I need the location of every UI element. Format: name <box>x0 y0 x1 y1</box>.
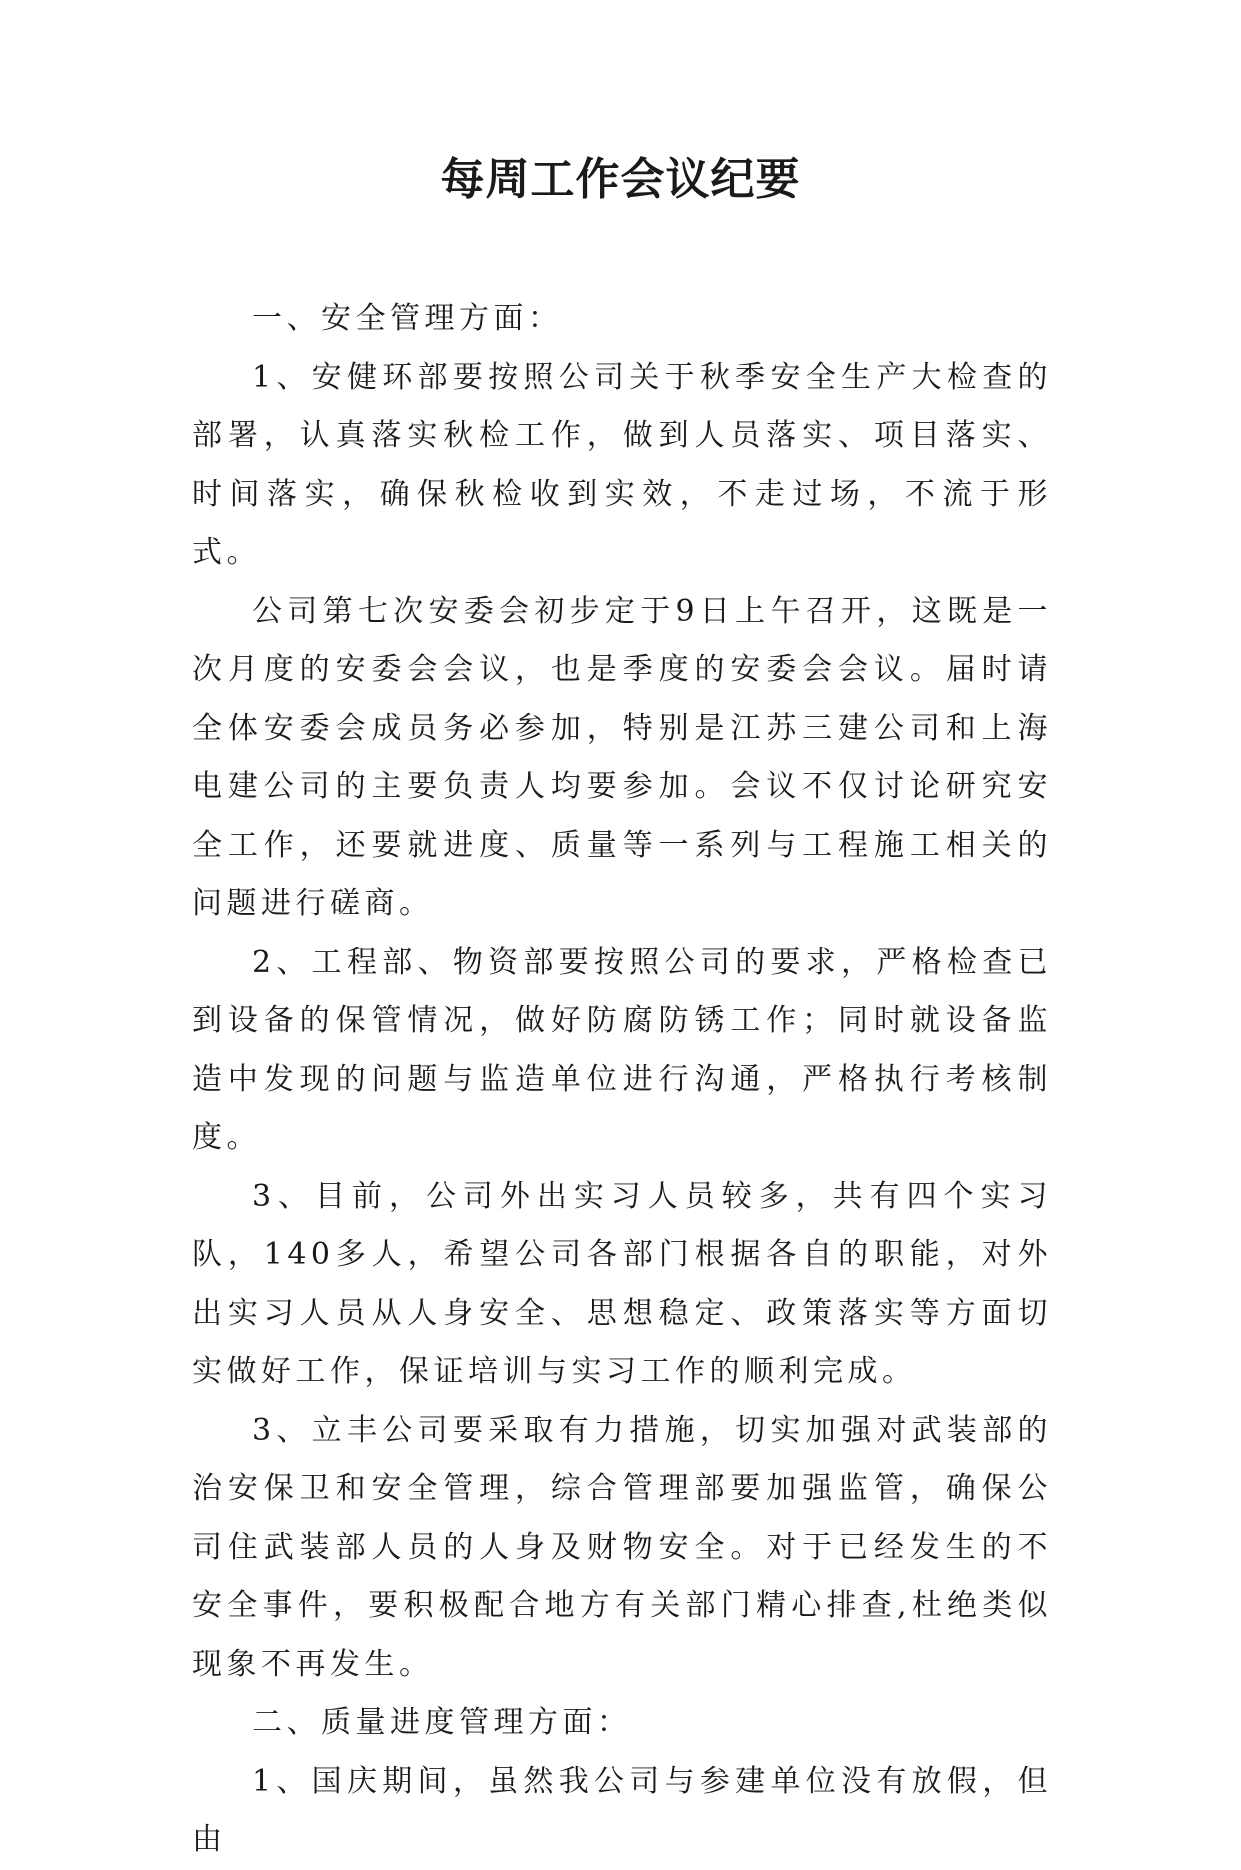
document-title: 每周工作会议纪要 <box>440 154 801 205</box>
section-heading-safety: 一、安全管理方面： <box>252 301 563 336</box>
document-body <box>192 290 1052 1870</box>
paragraph-safety-item-3a: 3、目前，公司外出实习人员较多，共有四个实习队，140多人，希望公司各部门根据各自的职能，对外出实习人员从人身安全、思想稳定、政策落实等方面切实做好工作，保证培训与实习工作的顺利完成。 <box>192 1178 1052 1389</box>
section-heading-quality: 二、质量进度管理方面： <box>252 1705 632 1740</box>
paragraph-quality-item-1: 1、国庆期间，虽然我公司与参建单位没有放假，但由 <box>192 1763 1052 1857</box>
paragraph-safety-item-1: 1、安健环部要按照公司关于秋季安全生产大检查的部署，认真落实秋检工作，做到人员落实、项目落实、时间落实，确保秋检收到实效，不走过场，不流于形式。 <box>192 359 1052 570</box>
paragraph-safety-committee: 公司第七次安委会初步定于9日上午召开，这既是一次月度的安委会会议，也是季度的安委会会议。届时请全体安委会成员务必参加，特别是江苏三建公司和上海电建公司的主要负责人均要参加。会议不仅讨论研究安全工作，还要就进度、质量等一系列与工程施工相关的问题进行磋商。 <box>192 593 1052 921</box>
paragraph-safety-item-2: 2、工程部、物资部要按照公司的要求，严格检查已到设备的保管情况，做好防腐防锈工作；同时就设备监造中发现的问题与监造单位进行沟通，严格执行考核制度。 <box>192 944 1052 1155</box>
paragraph-safety-item-3b: 3、立丰公司要采取有力措施，切实加强对武装部的治安保卫和安全管理，综合管理部要加强监管，确保公司住武装部人员的人身及财物安全。对于已经发生的不安全事件，要积极配合地方有关部门精心排查,杜绝类似现象不再发生。 <box>192 1412 1052 1682</box>
